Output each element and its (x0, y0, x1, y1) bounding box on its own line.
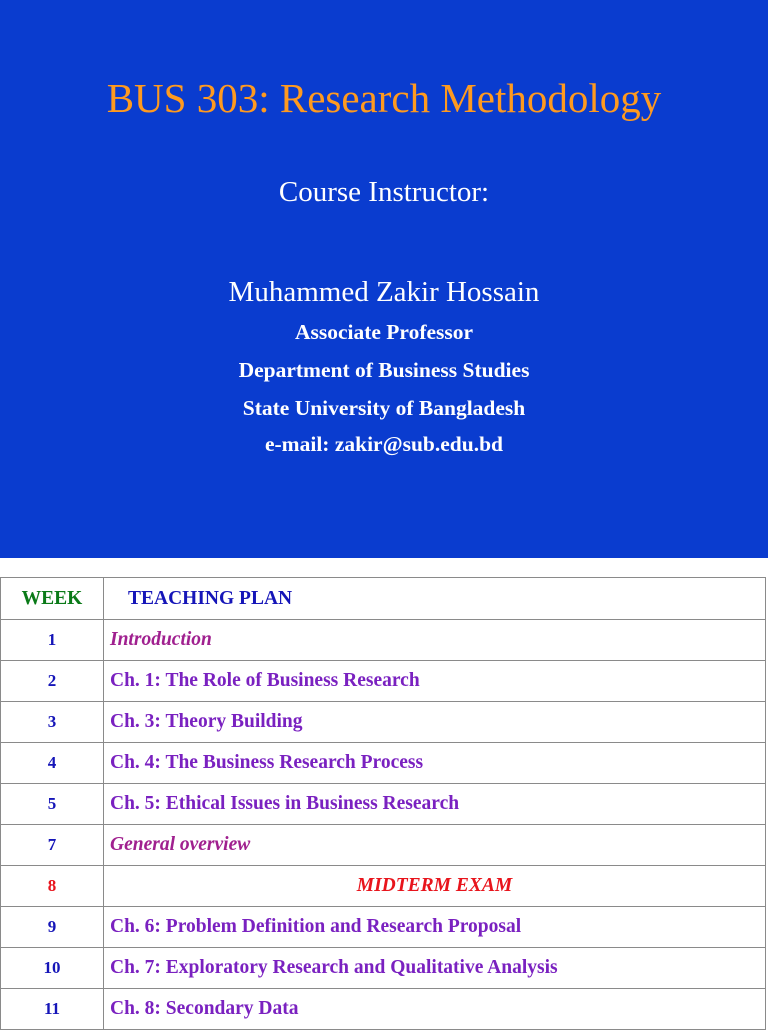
week-number: 2 (1, 661, 104, 702)
table-row (1, 907, 766, 948)
week-number: 1 (1, 620, 104, 661)
course-title: BUS 303: Research Methodology (106, 75, 662, 121)
instructor-department: Department of Business Studies (238, 358, 530, 382)
topic-cell: Ch. 8: Secondary Data (104, 989, 766, 1030)
table-row (1, 784, 766, 825)
teaching-plan-table (0, 577, 766, 1030)
week-number: 5 (1, 784, 104, 825)
table-row (1, 825, 766, 866)
topic-cell: Ch. 7: Exploratory Research and Qualitative Analysis (104, 948, 766, 989)
table-row (1, 743, 766, 784)
instructor-email: e-mail: zakir@sub.edu.bd (264, 432, 503, 456)
topic-cell: Ch. 1: The Role of Business Research (104, 661, 766, 702)
week-number: 8 (1, 866, 104, 907)
instructor-label: Course Instructor: (278, 176, 490, 208)
week-number: 3 (1, 702, 104, 743)
table-row (1, 620, 766, 661)
table-row (1, 866, 766, 907)
week-number: 4 (1, 743, 104, 784)
instructor-name: Muhammed Zakir Hossain (228, 276, 540, 308)
week-number: 11 (1, 989, 104, 1030)
topic-cell: Ch. 4: The Business Research Process (104, 743, 766, 784)
topic-cell: General overview (104, 825, 766, 866)
table-row (1, 661, 766, 702)
table-row (1, 948, 766, 989)
week-column-header: WEEK (1, 578, 104, 620)
midterm-exam-cell: MIDTERM EXAM (104, 866, 766, 907)
week-number: 9 (1, 907, 104, 948)
instructor-university: State University of Bangladesh (242, 396, 526, 420)
topic-cell: Ch. 5: Ethical Issues in Business Research (104, 784, 766, 825)
table-row (1, 989, 766, 1030)
week-number: 7 (1, 825, 104, 866)
week-number: 10 (1, 948, 104, 989)
teaching-plan-column-header: TEACHING PLAN (104, 578, 766, 620)
instructor-position: Associate Professor (294, 320, 474, 344)
topic-cell: Ch. 6: Problem Definition and Research Proposal (104, 907, 766, 948)
table-row (1, 702, 766, 743)
table-header-row (1, 578, 766, 620)
topic-cell: Ch. 3: Theory Building (104, 702, 766, 743)
topic-cell: Introduction (104, 620, 766, 661)
